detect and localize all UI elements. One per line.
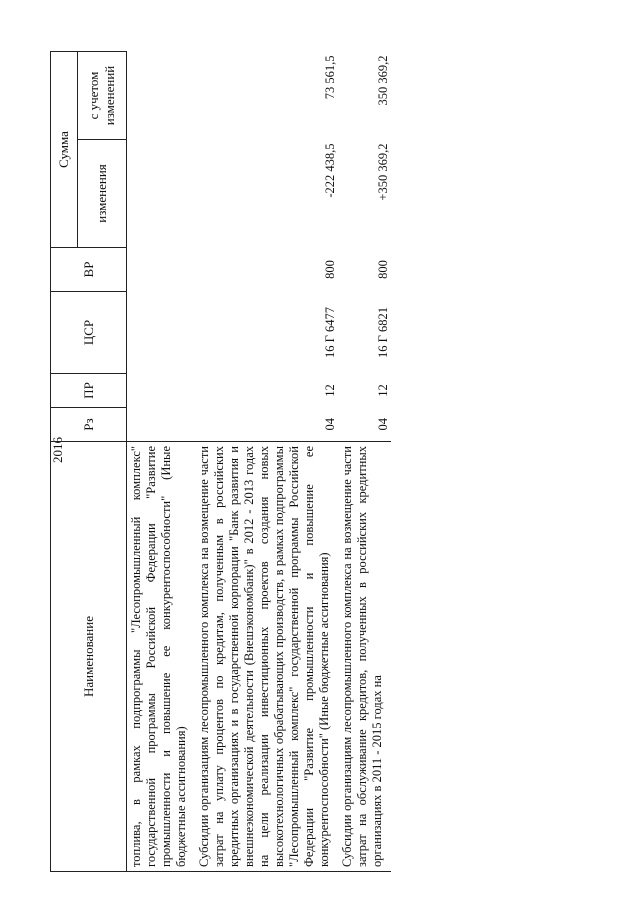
header-changes: изменения — [78, 140, 127, 248]
row-with-changes — [127, 52, 196, 140]
table-row — [127, 52, 196, 872]
header-sum: Сумма — [51, 52, 78, 248]
row-rz — [127, 408, 196, 442]
header-name: Наименование — [51, 442, 127, 872]
row-with-changes: 350 369,2 — [376, 55, 390, 106]
row-pr — [127, 374, 196, 408]
row-rz: 04 — [323, 418, 337, 431]
row-name: топлива, в рамках подпрограммы "Лесопромышленный комплекс" государственной программы Российской Федерации "Развитие промышленности и повышение ее конкурентоспособности" (Иные бюджетные ассигнования) — [127, 442, 196, 872]
budget-table — [50, 51, 391, 872]
row-csr: 16 Г 6821 — [376, 307, 390, 358]
budget-table-sheet — [50, 52, 610, 872]
table-row — [338, 52, 391, 872]
row-vr: 800 — [376, 260, 390, 279]
row-changes: -222 438,5 — [323, 143, 337, 198]
row-rz: 04 — [376, 418, 390, 431]
page-number: 2016 — [50, 437, 65, 463]
row-name: Субсидии организациям лесопромышленного комплекса на возмещение части затрат на уплату процентов по кредитам, полученным в российских кредитных организациях и в государственной корпорации "Банк развития и внешнеэкономической деятельности (Внешэкономбанк)" в 2012 - 2013 годах на цели реализации инвестиционных проектов создания новых высокотехнологичных обрабатывающих производств, в рамках подпрограммы "Лесопромышленный комплекс" государственной программы Российской Федерации "Развитие промышленности и повышение ее конкурентоспособности" (Иные бюджетные ассигнования) — [195, 442, 338, 872]
header-with-changes: с учетом изменений — [78, 52, 127, 140]
header-pr: ПР — [51, 374, 127, 408]
header-csr: ЦСР — [51, 292, 127, 374]
row-csr: 16 Г 6477 — [323, 307, 337, 358]
row-changes: +350 369,2 — [376, 143, 390, 201]
row-vr: 800 — [323, 260, 337, 279]
row-with-changes: 73 561,5 — [323, 55, 337, 100]
row-changes — [127, 140, 196, 248]
header-vr: ВР — [51, 248, 127, 292]
header-rz: Рз — [51, 408, 127, 442]
row-csr — [127, 292, 196, 374]
row-pr: 12 — [376, 384, 390, 397]
table-row — [195, 52, 338, 872]
row-vr — [127, 248, 196, 292]
row-pr: 12 — [323, 384, 337, 397]
row-name: Субсидии организациям лесопромышленного комплекса на возмещение части затрат на обслуживание кредитов, полученных в российских кредитных организациях в 2011 - 2015 годах на — [338, 442, 391, 872]
